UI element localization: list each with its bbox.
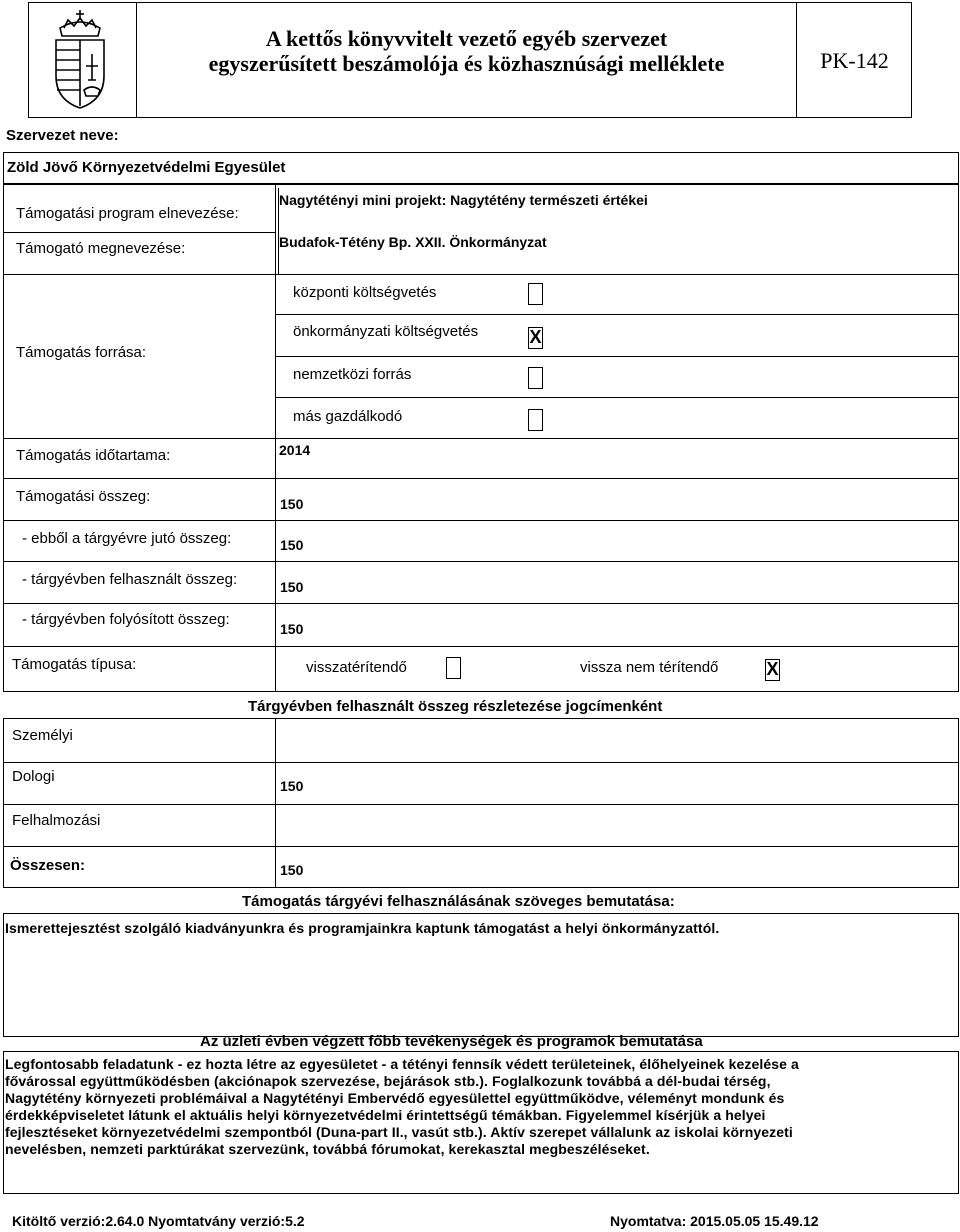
capital-label: Felhalmozási	[12, 812, 101, 829]
breakdown-title: Tárgyévben felhasznált összeg részletezése jogcímenként	[248, 698, 663, 715]
row-line	[3, 846, 959, 847]
personal-label: Személyi	[12, 727, 73, 744]
supporter-value: Budafok-Tétény Bp. XXII. Önkormányzat	[279, 234, 547, 250]
source-other-checkbox[interactable]	[528, 409, 543, 431]
activities-text	[5, 1056, 799, 1158]
usage-text: Ismerettejesztést szolgáló kiadványunkra és programjainkra kaptunk támogatást a helyi önkormányzattól.	[5, 920, 720, 936]
form-title-line2: egyszerűsített beszámolója és közhasznúsági melléklete	[208, 51, 725, 76]
paid-amount-label: - tárgyévben folyósított összeg:	[22, 611, 230, 628]
paid-amount-value: 150	[280, 621, 304, 637]
source-international-label: nemzetközi forrás	[293, 366, 412, 383]
program-value: Nagytétényi mini projekt: Nagytétény természeti értékei	[279, 192, 648, 208]
form-title-line1: A kettős könyvvitelt vezető egyéb szervezet	[265, 26, 668, 51]
amount-value: 150	[280, 496, 304, 512]
row-line	[3, 603, 959, 604]
activities-line: érdekképviseletet látunk el aktuális helyi környezetvédelmi érintettségű témákban. Figyelemmel kísérjük a helyei	[5, 1107, 766, 1123]
coat-of-arms-icon	[48, 6, 112, 112]
source-central-label: központi költségvetés	[293, 284, 437, 301]
row-line	[276, 397, 959, 398]
activities-line: Nagytétény környezeti problémáival a Nagytétényi Embervédő egyesülettel együttműködve, véleményt mondunk és	[5, 1090, 785, 1106]
activities-line: Legfontosabb feladatunk - ez hozta létre az egyesületet - a tétényi fennsík védett területeinek, élőhelyeinek kezelése a	[5, 1056, 799, 1072]
material-value: 150	[280, 778, 304, 794]
source-other-label: más gazdálkodó	[293, 408, 403, 425]
row-line	[276, 314, 959, 315]
row-line	[3, 438, 959, 439]
type-refundable-label: visszatérítendő	[306, 659, 407, 676]
form-code: PK-142	[820, 48, 889, 73]
org-name-value: Zöld Jövő Környezetvédelmi Egyesület	[7, 159, 286, 176]
source-municipal-label: önkormányzati költségvetés	[293, 323, 479, 340]
footer-printed: Nyomtatva: 2015.05.05 15.49.12	[610, 1213, 819, 1229]
activities-line: fővárossal együttműködésben (akciónapok szervezése, bejárások stb.). Foglalkozunk továbbá a dél-budai térség,	[5, 1073, 771, 1089]
source-label: Támogatás forrása:	[16, 344, 147, 361]
activities-line: fejlesztéseket környezetvédelmi szempontból (Duna-part II., vasút stb.). Aktív szerepet vállalunk az iskolai környezeti	[5, 1124, 793, 1140]
org-name-label: Szervezet neve:	[6, 127, 119, 144]
activities-line: nevelésben, nemzeti parktúrákat szervezünk, továbbá fórumokat, kerekasztal megbeszéléseket.	[5, 1141, 650, 1157]
type-nonrefundable-label: vissza nem térítendő	[580, 659, 719, 676]
duration-label: Támogatás időtartama:	[16, 447, 171, 464]
year-amount-label: - ebből a tárgyévre jutó összeg:	[22, 530, 232, 547]
row-line	[3, 478, 959, 479]
type-nonrefundable-checkbox[interactable]: X	[766, 659, 779, 679]
row-line	[3, 804, 959, 805]
form-title	[137, 26, 796, 76]
row-line	[3, 274, 959, 275]
breakdown-divider	[275, 718, 276, 888]
material-label: Dologi	[12, 768, 55, 785]
row-line	[3, 561, 959, 562]
usage-title: Támogatás tárgyévi felhasználásának szöveges bemutatása:	[242, 893, 675, 910]
row-line	[3, 762, 959, 763]
supporter-label: Támogató megnevezése:	[16, 240, 186, 257]
type-refundable-checkbox[interactable]	[446, 657, 461, 679]
duration-value: 2014	[279, 442, 311, 458]
activities-title: Az üzleti évben végzett főbb tevékenységek és programok bemutatása	[200, 1033, 703, 1050]
source-central-checkbox[interactable]	[528, 283, 543, 305]
row-line	[276, 356, 959, 357]
total-label: Összesen:	[10, 857, 86, 874]
source-international-checkbox[interactable]	[528, 367, 543, 389]
type-label: Támogatás típusa:	[12, 656, 137, 673]
footer-version: Kitöltő verzió:2.64.0 Nyomtatvány verzió:5.2	[12, 1213, 305, 1229]
row-line	[4, 232, 276, 233]
used-amount-value: 150	[280, 579, 304, 595]
program-label: Támogatási program elnevezése:	[16, 205, 239, 222]
year-amount-value: 150	[280, 537, 304, 553]
amount-label: Támogatási összeg:	[16, 488, 151, 505]
row-line	[3, 646, 959, 647]
row-line	[3, 520, 959, 521]
used-amount-label: - tárgyévben felhasznált összeg:	[22, 571, 238, 588]
total-value: 150	[280, 862, 304, 878]
source-municipal-checkbox[interactable]: X	[529, 327, 542, 347]
breakdown-table	[3, 718, 959, 888]
